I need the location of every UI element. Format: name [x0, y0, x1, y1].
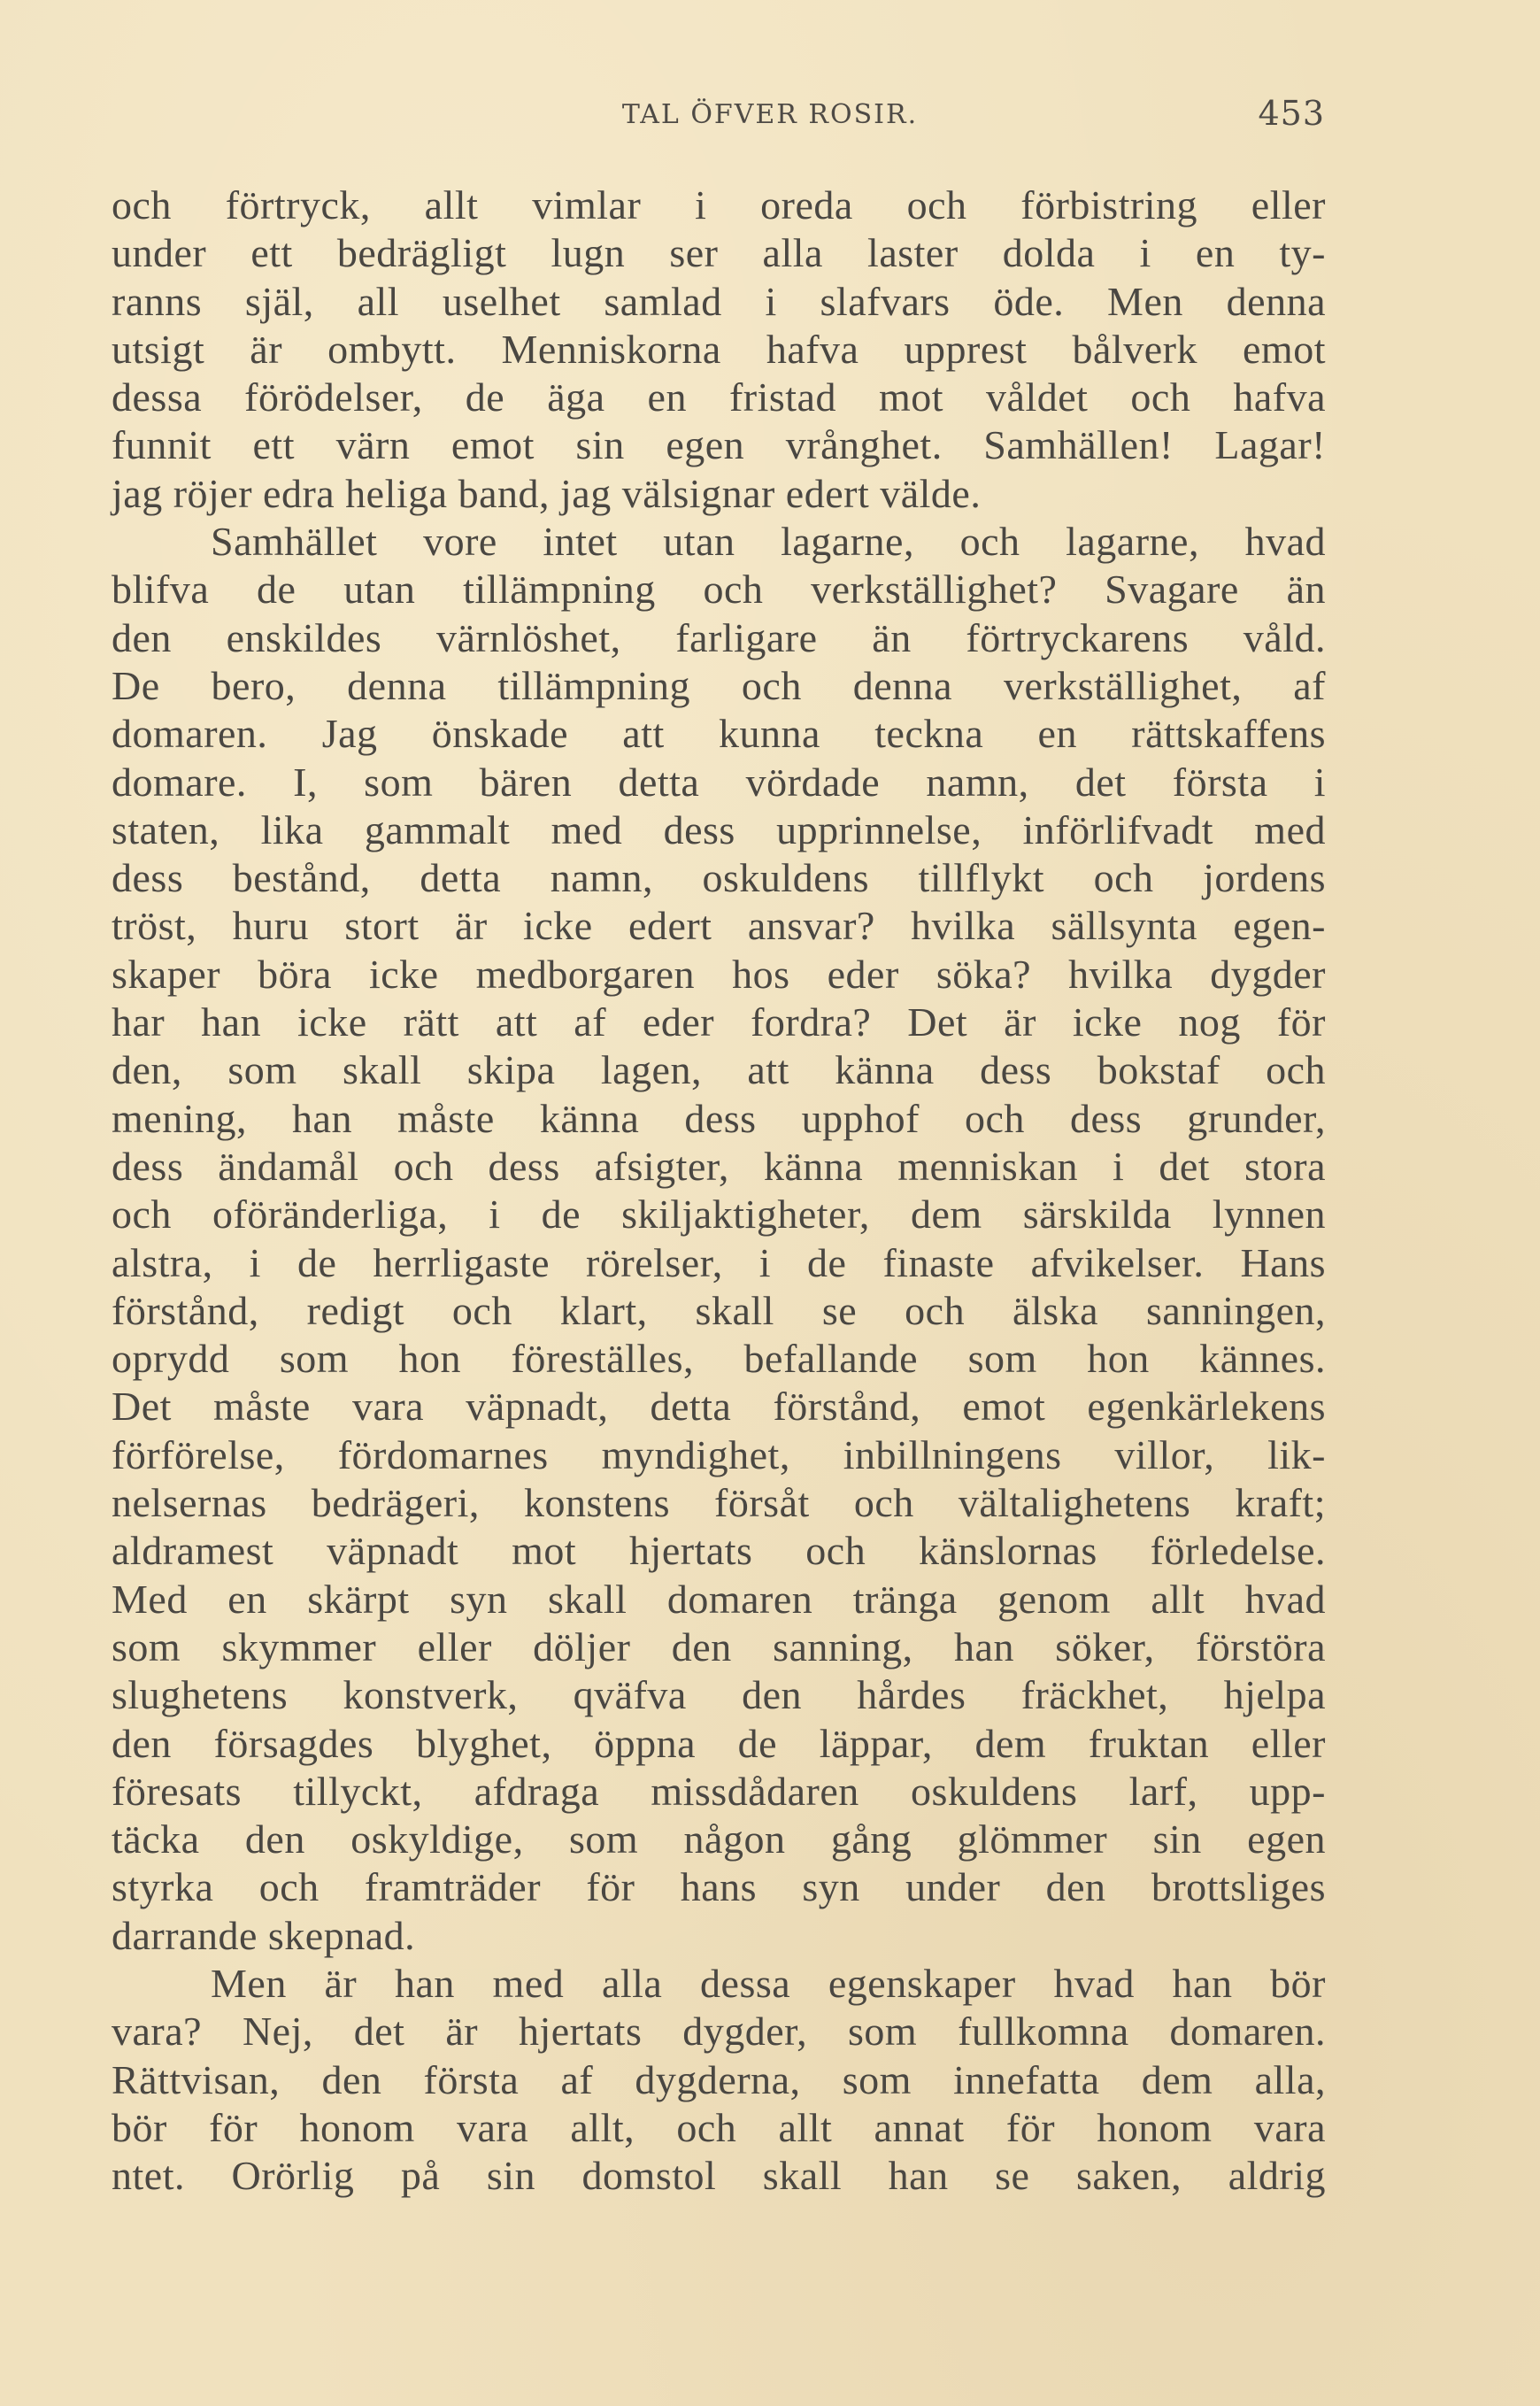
text-line: domaren. Jag önskade att kunna teckna en rättskaffens [112, 711, 1326, 757]
paragraph-start-line: Men är han med alla dessa egenskaper hvad han bör [211, 1960, 1326, 2006]
text-line: föresats tillyckt, afdraga missdådaren oskuldens larf, upp- [112, 1768, 1326, 1814]
text-line: blifva de utan tillämpning och verkställighet? Svagare än [112, 567, 1326, 613]
text-line: mening, han måste känna dess upphof och dess grunder, [112, 1095, 1326, 1141]
text-line: och förtryck, allt vimlar i oreda och förbistring eller [112, 182, 1326, 227]
text-line: oprydd som hon föreställes, befallande som hon kännes. [112, 1336, 1326, 1382]
text-line: jag röjer edra heliga band, jag välsignar edert välde. [112, 470, 982, 516]
page-number: 453 [1258, 94, 1325, 133]
text-line: De bero, denna tillämpning och denna verkställighet, af [112, 662, 1326, 708]
text-line: dess bestånd, detta namn, oskuldens tillflykt och jordens [112, 855, 1326, 901]
text-line: ranns själ, all uselhet samlad i slafvars öde. Men denna [112, 278, 1326, 324]
text-line: under ett bedrägligt lugn ser alla laster dolda i en ty- [112, 230, 1326, 276]
text-line: darrande skepnad. [112, 1912, 416, 1958]
text-line: förstånd, redigt och klart, skall se och älska sanningen, [112, 1287, 1326, 1333]
text-line: täcka den oskyldige, som någon gång glömmer sin egen [112, 1816, 1326, 1862]
text-line: nelsernas bedrägeri, konstens försåt och vältalighetens kraft; [112, 1480, 1326, 1526]
text-line: utsigt är ombytt. Menniskorna hafva upprest bålverk emot [112, 326, 1326, 372]
text-line: den, som skall skipa lagen, att känna dess bokstaf och [112, 1047, 1326, 1093]
paragraph-start-line: Samhället vore intet utan lagarne, och lagarne, hvad [211, 519, 1326, 565]
text-line: Med en skärpt syn skall domaren tränga genom allt hvad [112, 1576, 1326, 1622]
text-line: har han icke rätt att af eder fordra? Det är icke nog för [112, 999, 1326, 1045]
text-line: tröst, huru stort är icke edert ansvar? hvilka sällsynta egen- [112, 903, 1326, 949]
text-line: skaper böra icke medborgaren hos eder söka? hvilka dygder [112, 951, 1326, 997]
text-line: vara? Nej, det är hjertats dygder, som fullkomna domaren. [112, 2009, 1326, 2055]
text-line: dessa förödelser, de äga en fristad mot våldet och hafva [112, 374, 1326, 420]
text-line: som skymmer eller döljer den sanning, han söker, förstöra [112, 1623, 1326, 1670]
text-line: staten, lika gammalt med dess upprinnelse, införlifvadt med [112, 806, 1326, 852]
running-title: TAL ÖFVER ROSIR. [621, 99, 919, 130]
text-line: bör för honom vara allt, och allt annat för honom vara [112, 2104, 1326, 2150]
text-line: slughetens konstverk, qväfva den hårdes fräckhet, hjelpa [112, 1672, 1326, 1718]
text-line: förförelse, fördomarnes myndighet, inbillningens villor, lik- [112, 1431, 1326, 1477]
text-line: ntet. Orörlig på sin domstol skall han se saken, aldrig [112, 2153, 1326, 2199]
text-line: Det måste vara väpnadt, detta förstånd, emot egenkärlekens [112, 1384, 1326, 1430]
text-line: den försagdes blyghet, öppna de läppar, dem fruktan eller [112, 1720, 1326, 1766]
text-line: dess ändamål och dess afsigter, känna menniskan i det stora [112, 1143, 1326, 1189]
running-head [0, 90, 1540, 143]
text-line: domare. I, som bären detta vördade namn, det första i [112, 759, 1326, 805]
text-line: Rättvisan, den första af dygderna, som innefatta dem alla, [112, 2056, 1326, 2102]
text-line: funnit ett värn emot sin egen vrånghet. Samhällen! Lagar! [112, 422, 1326, 468]
text-line: och oföränderliga, i de skiljaktigheter, dem särskilda lynnen [112, 1191, 1326, 1238]
text-line: den enskildes värnlöshet, farligare än förtryckarens våld. [112, 614, 1326, 660]
text-line: aldramest väpnadt mot hjertats och känslornas förledelse. [112, 1528, 1326, 1574]
body-text [112, 181, 1326, 2200]
text-line: alstra, i de herrligaste rörelser, i de finaste afvikelser. Hans [112, 1239, 1326, 1285]
text-line: styrka och framträder för hans syn under den brottsliges [112, 1864, 1326, 1910]
